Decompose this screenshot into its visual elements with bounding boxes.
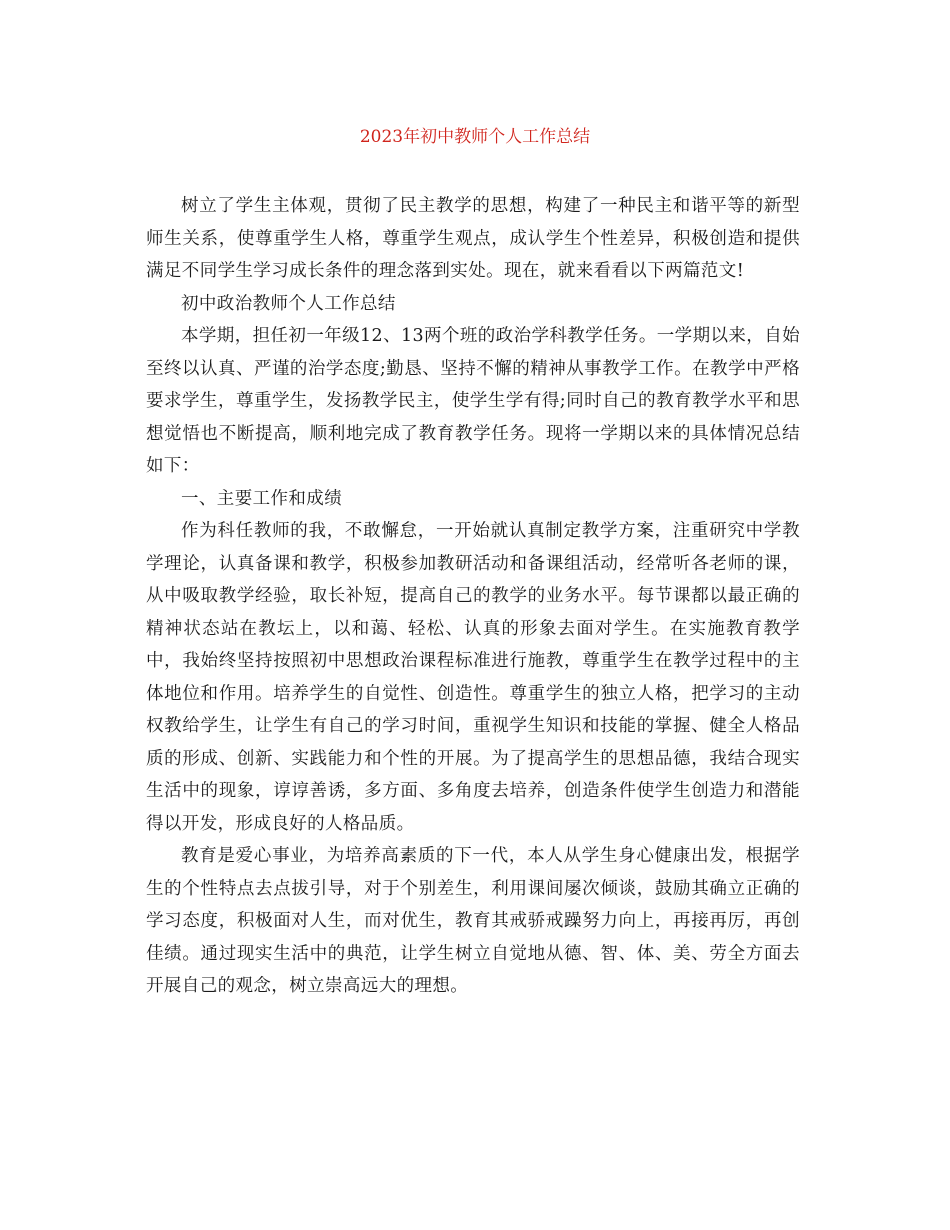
section-heading-main-work: 一、主要工作和成绩 (181, 488, 343, 509)
section-title-politics-teacher-summary: 初中政治教师个人工作总结 (181, 293, 396, 314)
semester-overview-paragraph: 本学期，担任初一年级12、13两个班的政治学科教学任务。一学期以来，自始至终以认真、严谨的治学态度;勤恳、坚持不懈的精神从事教学工作。在教学中严格要求学生，尊重学生，发扬教学民主，使学生学有得;同时自己的教育教学水平和思想觉悟也不断提高，顺利地完成了教育教学任务。现将一学期以来的具体情况总结如下： (146, 326, 800, 476)
teaching-work-paragraph: 作为科任教师的我，不敢懈怠，一开始就认真制定教学方案，注重研究中学教学理论，认真备课和教学，积极参加教研活动和备课组活动，经常听各老师的课，从中吸取教学经验，取长补短，提高自己的教学的业务水平。每节课都以最正确的精神状态站在教坛上，以和蔼、轻松、认真的形象去面对学生。在实施教育教学中，我始终坚持按照初中思想政治课程标准进行施教，尊重学生在教学过程中的主体地位和作用。培养学生的自觉性、创造性。尊重学生的独立人格，把学习的主动权教给学生，让学生有自己的学习时间，重视学生知识和技能的掌握、健全人格品质的形成、创新、实践能力和个性的开展。为了提高学生的思想品德，我结合现实生活中的现象，谆谆善诱，多方面、多角度去培养，创造条件使学生创造力和潜能得以开发，形成良好的人格品质。 (146, 521, 800, 834)
document-body (146, 190, 800, 1003)
intro-paragraph: 树立了学生主体观，贯彻了民主教学的思想，构建了一种民主和谐平等的新型师生关系，使尊重学生人格，尊重学生观点，成认学生个性差异，积极创造和提供满足不同学生学习成长条件的理念落到实处。现在，就来看看以下两篇范文! (146, 196, 800, 281)
document-title: 2023年初中教师个人工作总结 (359, 127, 591, 147)
education-care-paragraph: 教育是爱心事业，为培养高素质的下一代，本人从学生身心健康出发，根据学生的个性特点去点拔引导，对于个别差生，利用课间屡次倾谈，鼓励其确立正确的学习态度，积极面对人生，而对优生，教育其戒骄戒躁努力向上，再接再厉，再创佳绩。通过现实生活中的典范，让学生树立自觉地从德、智、体、美、劳全方面去开展自己的观念，树立崇高远大的理想。 (146, 846, 800, 996)
